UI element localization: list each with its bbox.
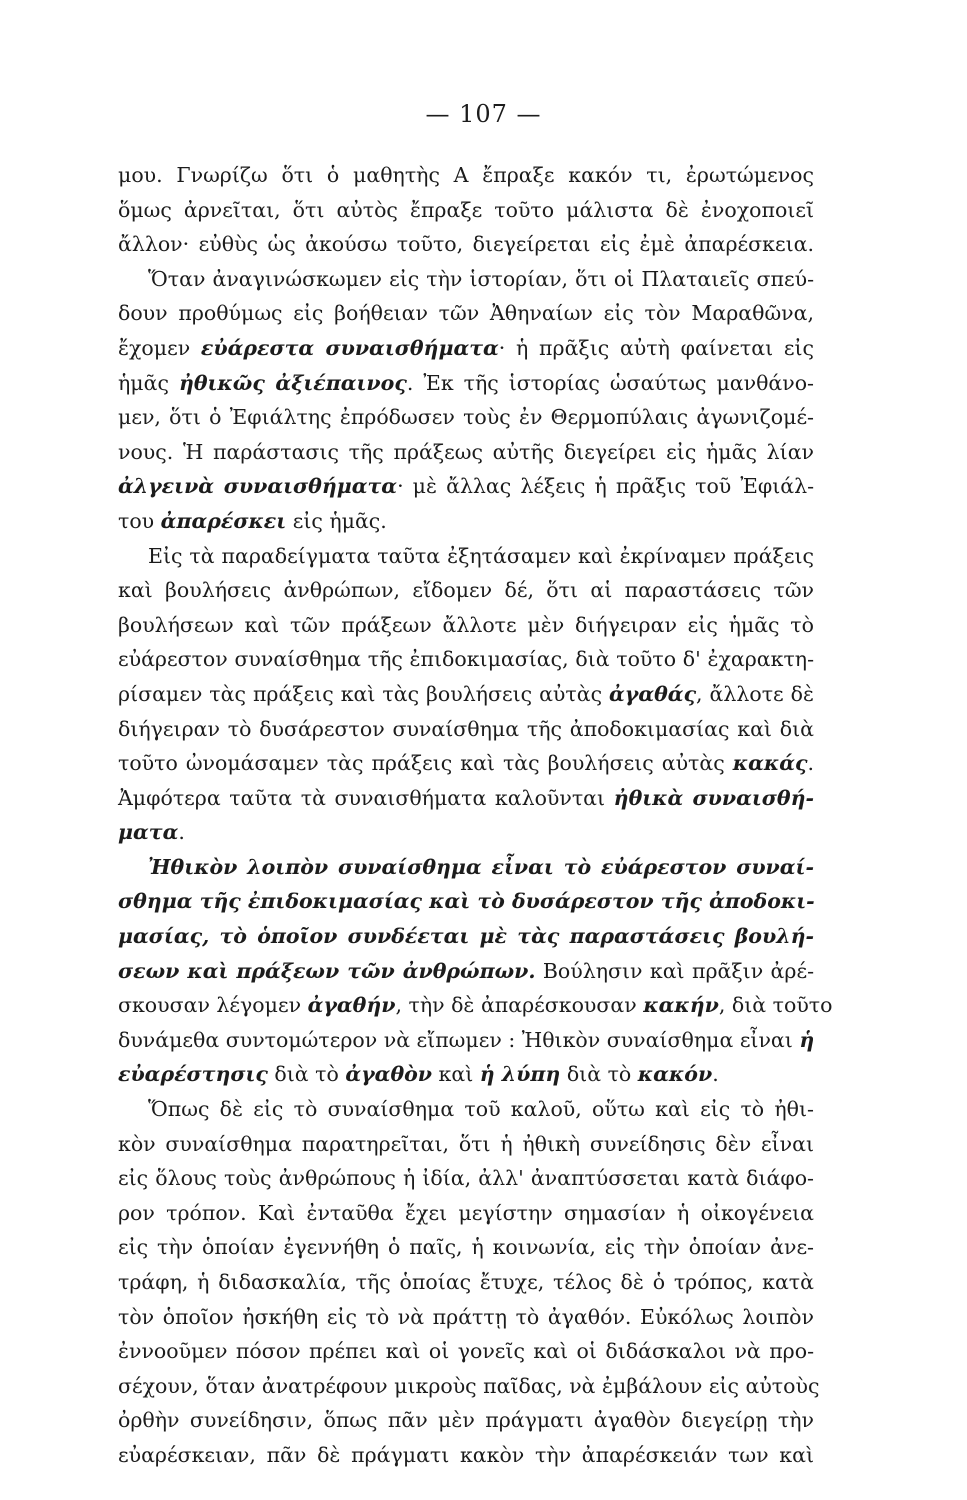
text-line: εὐαρέστησις διὰ τὸ ἀγαθὸν καὶ ἡ λύπη διὰ τὸ κακόν. xyxy=(118,1062,719,1087)
text-line: ρίσαμεν τὰς πράξεις καὶ τὰς βουλήσεις αὐτὰς ἀγαθάς, ἄλλοτε δὲ xyxy=(118,681,814,706)
text-line: σέχουν, ὅταν ἀνατρέφουν μικροὺς παῖδας, νὰ ἐμβάλουν εἰς αὐτοὺς xyxy=(118,1373,820,1398)
text-line: ἄλλον· εὐθὺς ὡς ἀκούσω τοῦτο, διεγείρεται εἰς ἐμὲ ἀπαρέσκεια. xyxy=(118,232,814,257)
text-line: ματα. xyxy=(118,820,185,845)
text-line: ἔχομεν εὐάρεστα συναισθήματα· ἡ πρᾶξις αὐτὴ φαίνεται εἰς xyxy=(118,335,815,360)
text-line: ὀρθὴν συνείδησιν, ὅπως πᾶν μὲν πράγματι ἀγαθὸν διεγείρῃ τὴν xyxy=(118,1408,814,1433)
text-line: νους. Ἡ παράστασις τῆς πράξεως αὐτῆς διεγείρει εἰς ἡμᾶς λίαν xyxy=(118,439,814,464)
text-line: σθημα τῆς ἐπιδοκιμασίας καὶ τὸ δυσάρεστον τῆς ἀποδοκι- xyxy=(118,889,815,914)
text-line: του ἀπαρέσκει εἰς ἡμᾶς. xyxy=(118,508,387,533)
text-line: δυνάμεθα συντομώτερον νὰ εἴπωμεν : Ἠθικὸν συναίσθημα εἶναι ἡ xyxy=(118,1027,815,1052)
text-line: ἀλγεινὰ συναισθήματα· μὲ ἄλλας λέξεις ἡ πρᾶξις τοῦ Ἐφιάλ- xyxy=(118,474,814,499)
text-line: κὸν συναίσθημα παρατηρεῖται, ὅτι ἡ ἠθικὴ συνείδησις δὲν εἶναι xyxy=(118,1131,814,1156)
text-line: τράφη, ἡ διδασκαλία, τῆς ὁποίας ἔτυχε, τέλος δὲ ὁ τρόπος, κατὰ xyxy=(118,1270,814,1294)
text-line: εἰς ὅλους τοὺς ἀνθρώπους ἡ ἰδία, ἀλλ' ἀναπτύσσεται κατὰ διάφο- xyxy=(118,1166,814,1191)
text-line: καὶ βουλήσεις ἀνθρώπων, εἴδομεν δέ, ὅτι αἱ παραστάσεις τῶν xyxy=(118,578,814,603)
text-line: ἐννοοῦμεν πόσον πρέπει καὶ οἱ γονεῖς καὶ οἱ διδάσκαλοι νὰ προ- xyxy=(118,1339,814,1364)
text-line: Ὅπως δὲ εἰς τὸ συναίσθημα τοῦ καλοῦ, οὕτω καὶ εἰς τὸ ἠθι- xyxy=(148,1097,814,1122)
text-line: ἡμᾶς ἠθικῶς ἀξιέπαινος. Ἐκ τῆς ἱστορίας ὡσαύτως μανθάνο- xyxy=(118,370,814,395)
text-line: Εἰς τὰ παραδείγματα ταῦτα ἐξητάσαμεν καὶ ἐκρίναμεν πράξεις xyxy=(148,543,814,568)
text-line: σεων καὶ πράξεων τῶν ἀνθρώπων. Βούλησιν καὶ πρᾶξιν ἀρέ- xyxy=(118,958,814,983)
text-line: τὸν ὁποῖον ἠσκήθη εἰς τὸ νὰ πράττῃ τὸ ἀγαθόν. Εὐκόλως λοιπὸν xyxy=(118,1304,814,1329)
text-line: τοῦτο ὠνομάσαμεν τὰς πράξεις καὶ τὰς βουλήσεις αὐτὰς κακάς. xyxy=(118,751,814,776)
text-line: μου. Γνωρίζω ὅτι ὁ μαθητὴς Α ἔπραξε κακόν τι, ἐρωτώμενος xyxy=(118,163,814,187)
text-line: εὐάρεστον συναίσθημα τῆς ἐπιδοκιμασίας, διὰ τοῦτο δ' ἐχαρακτη- xyxy=(118,647,814,672)
page-number: — 107 — xyxy=(425,100,542,128)
text-line: βουλήσεων καὶ τῶν πράξεων ἄλλοτε μὲν διήγειραν εἰς ἡμᾶς τὸ xyxy=(118,612,814,637)
text-line: ὅμως ἀρνεῖται, ὅτι αὐτὸς ἔπραξε τοῦτο μάλιστα δὲ ἐνοχοποιεῖ xyxy=(118,197,814,222)
text-line: δουν προθύμως εἰς βοήθειαν τῶν Ἀθηναίων εἰς τὸν Μαραθῶνα, xyxy=(118,301,814,326)
text-line: σκουσαν λέγομεν ἀγαθήν, τὴν δὲ ἀπαρέσκουσαν κακήν, διὰ τοῦτο xyxy=(118,993,833,1018)
text-line: μασίας, τὸ ὁποῖον συνδέεται μὲ τὰς παραστάσεις βουλή- xyxy=(118,924,814,949)
text-line: εὐαρέσκειαν, πᾶν δὲ πράγματι κακὸν τὴν ἀπαρέσκειάν των καὶ xyxy=(118,1442,814,1467)
text-line: Ἠθικὸν λοιπὸν συναίσθημα εἶναι τὸ εὐάρεστον συναί- xyxy=(148,854,814,879)
text-line: διήγειραν τὸ δυσάρεστον συναίσθημα τῆς ἀποδοκιμασίας καὶ διὰ xyxy=(118,716,814,741)
text-line: εἰς τὴν ὁποίαν ἐγεννήθη ὁ παῖς, ἡ κοινωνία, εἰς τὴν ὁποίαν ἀνε- xyxy=(118,1235,814,1260)
text-line: μεν, ὅτι ὁ Ἐφιάλτης ἐπρόδωσεν τοὺς ἐν Θερμοπύλαις ἀγωνιζομέ- xyxy=(118,405,814,430)
text-line: ρον τρόπον. Καὶ ἐνταῦθα ἔχει μεγίστην σημασίαν ἡ οἰκογένεια xyxy=(118,1200,814,1225)
text-line: Ὅταν ἀναγινώσκωμεν εἰς τὴν ἱστορίαν, ὅτι οἱ Πλαταιεῖς σπεύ- xyxy=(148,266,814,291)
text-line: Ἀμφότερα ταῦτα τὰ συναισθήματα καλοῦνται ἠθικὰ συναισθή- xyxy=(118,785,815,810)
body-text xyxy=(118,158,833,1473)
